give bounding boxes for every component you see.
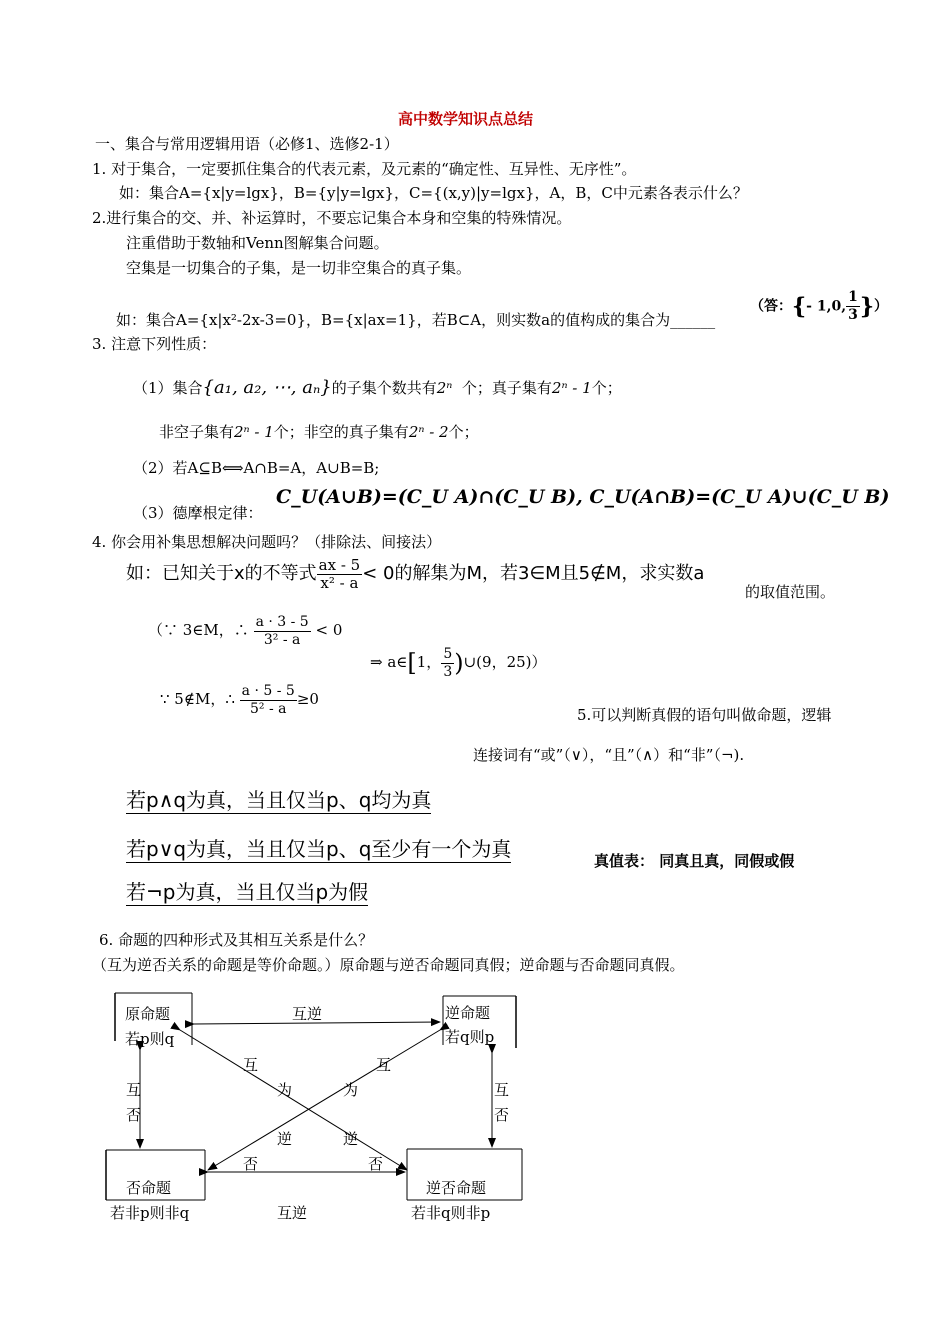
diagonal-contrapositive-arrow-1 [180,1030,407,1170]
diag-right-label-3: 逆 [343,1130,359,1148]
item-2: 2.进行集合的交、并、补运算时，不要忘记集合本身和空集的特殊情况。 [92,209,572,227]
item-6-note: （互为逆否关系的命题是等价命题。）原命题与逆否命题同真假；逆命题与否命题同真假。 [92,956,685,974]
original-title: 原命题 [125,1005,171,1023]
item-4-example: 如：已知关于x的不等式 $\frac{ax - 5}{\text{x² - a}}$ < 0的解集为M，若3∈M且5∉M，求实数a [126,555,705,592]
item-3-2: （2）若A⊆B⟺A∩B=A，A∪B=B; [133,459,380,477]
logic-and-rule: 若p∧q为真，当且仅当p、q均为真 [126,788,432,812]
set-notation: {a₁, a₂, ⋯, aₙ} [202,377,332,398]
logic-not-rule: 若¬p为真，当且仅当p为假 [126,880,369,904]
item-3-3: （3）德摩根定律： [133,504,263,522]
converse-title: 逆命题 [445,1004,491,1022]
item-2-empty-set: 空集是一切集合的子集，是一切非空集合的真子集。 [126,259,472,277]
item-3-1b: 非空子集有2ⁿ - 1个；非空的真子集有2ⁿ - 2个； [159,423,479,441]
diag-right-label-1: 互 [376,1056,392,1074]
item-5: 5.可以判断真假的语句叫做命题，逻辑 [577,706,832,724]
de-morgan-formula: C_U(A∪B)=(C_U A)∩(C_U B), C_U(A∩B)=(C_U A)∪(C_U B) [276,486,890,508]
diag-left-label-2: 为 [277,1081,293,1099]
left-relation-label-1: 互 [126,1081,142,1099]
diag-right-label-4: 否 [368,1155,384,1173]
page-title: 高中数学知识点总结 [398,110,534,128]
item-4-example-end: 的取值范围。 [745,583,836,601]
logic-or-rule: 若p∨q为真，当且仅当p、q至少有一个为真 [126,837,512,861]
top-relation-label: 互逆 [292,1005,323,1023]
item-1: 1. 对于集合，一定要抓住集合的代表元素，及元素的“确定性、互异性、无序性”。 [92,160,637,178]
item-4-solution-2: ∵ 5∉M，∴ $\frac{a \cdot 5 - 5}{\text{5² - a}}$ ≥0 [160,682,319,717]
right-relation-label-2: 否 [494,1106,510,1124]
item-2-answer: （答：{- 1,0, $\frac{1}{3}$ }） [750,289,888,323]
right-relation-label-1: 互 [494,1081,510,1099]
item-4: 4. 你会用补集思想解决问题吗？（排除法、间接法） [92,533,442,551]
contrapositive-title: 逆否命题 [426,1179,487,1197]
diagonal-contrapositive-arrow-2 [208,1030,440,1170]
left-relation-label-2: 否 [126,1106,142,1124]
item-1-example: 如：集合A={x|y=lgx}，B={y|y=lgx}，C={(x,y)|y=lgx}，A，B，C中元素各表示什么？ [119,184,748,202]
item-2-example: 如：集合A={x|x²-2x-3=0}，B={x|ax=1}，若B⊂A，则实数a的值构成的集合为______ [116,311,716,329]
truth-table-note: 真值表： 同真且真，同假或假 [594,852,795,870]
diag-left-label-1: 互 [243,1056,259,1074]
diag-right-label-2: 为 [343,1081,359,1099]
item-2-venn: 注重借助于数轴和Venn图解集合问题。 [126,234,389,252]
item-5-connectives: 连接词有“或”（∨），“且”（∧）和“非”（¬). [473,746,745,764]
converse-form: 若q则p [445,1028,495,1046]
original-form: 若p则q [125,1030,175,1048]
item-3-1: （1）集合{a₁, a₂, ⋯, aₙ}的子集个数共有2ⁿ 个；真子集有2ⁿ - 1个； [133,377,622,398]
inverse-form: 若非p则非q [110,1204,190,1222]
item-4-solution-1: （∵ 3∈M，∴ $\frac{a \cdot 3 - 5}{\text{3² - a}}$ < 0 [148,613,343,648]
inverse-title: 否命题 [126,1179,172,1197]
contrapositive-form: 若非q则非p [411,1204,491,1222]
section-heading: 一、集合与常用逻辑用语（必修1、选修2-1） [95,135,399,153]
bottom-relation-label: 互逆 [277,1204,308,1222]
item-3: 3. 注意下列性质： [92,335,217,353]
item-4-result: ⇒ a∈[1， $\frac{5}{3}$ )∪(9，25)） [370,645,547,680]
diag-left-label-3: 逆 [277,1130,293,1148]
item-6: 6. 命题的四种形式及其相互关系是什么？ [99,931,374,949]
diag-left-label-4: 否 [243,1155,259,1173]
